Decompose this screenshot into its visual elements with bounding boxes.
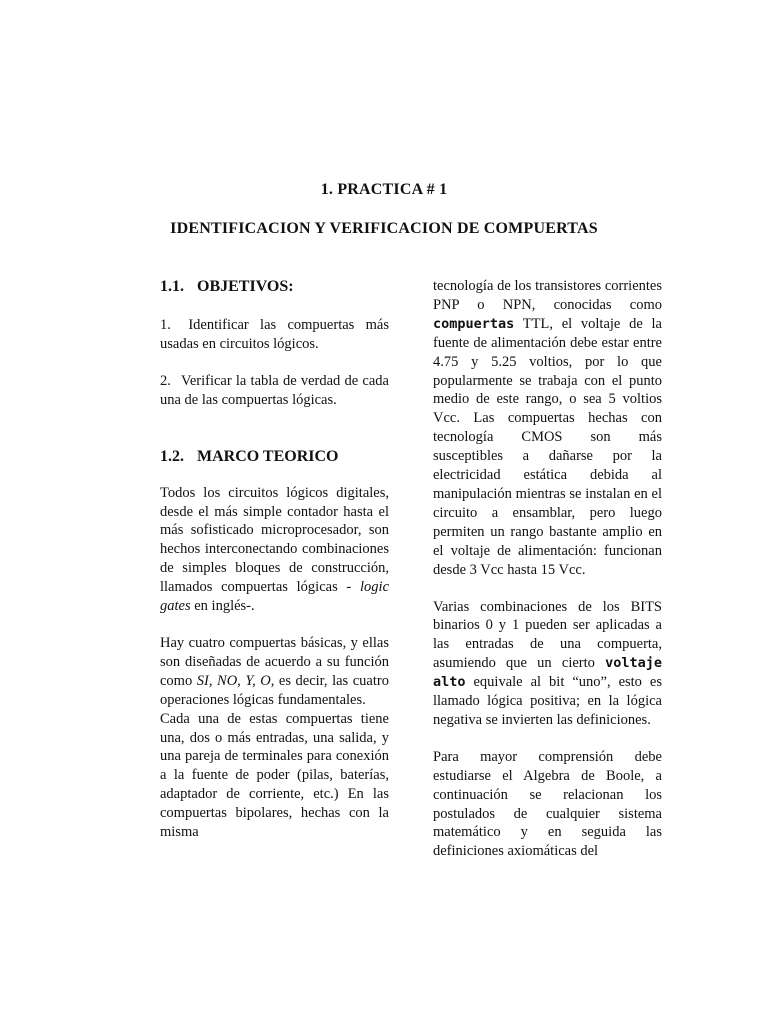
right-column [433, 277, 662, 861]
section-number: 1.1. [160, 278, 184, 295]
emphasis-text: SI, NO, Y, O, [196, 672, 275, 689]
left-column [160, 277, 389, 842]
paragraph-text: es decir, las cuatro operaciones lógicas fundamentales. [160, 672, 389, 708]
paragraph-text: Hay cuatro compuertas básicas, y ellas son diseñadas de acuerdo a su función como [160, 634, 389, 689]
paragraph-technology [433, 277, 662, 580]
objective-item-2 [160, 372, 389, 410]
paragraph-boole: Para mayor comprensión debe estudiarse el Algebra de Boole, a continuación se relacionan los postulados de cualquier sistema matemático y en seguida las definiciones axiomáticas del [433, 748, 662, 860]
paragraph-text: tecnología de los transistores corrientes PNP o NPN, conocidas como [433, 278, 662, 313]
objective-item-1 [160, 316, 389, 354]
practice-subtitle: IDENTIFICACION Y VERIFICACION DE COMPUERTAS [170, 220, 598, 237]
bold-term: compuertas [433, 315, 515, 332]
paragraph-text: equivale al bit “uno”, esto es llamado lógica positiva; en la lógica negativa se invierten las definiciones. [433, 674, 662, 728]
section-title: MARCO TEORICO [197, 447, 339, 465]
objective-text: Verificar la tabla de verdad de cada una de las compuertas lógicas. [160, 372, 389, 408]
practice-title: 1. PRACTICA # 1 [320, 181, 448, 198]
paragraph-intro [160, 484, 389, 616]
objective-number: 1. [160, 317, 171, 333]
emphasis-text: logic gates [160, 579, 390, 615]
section-title: OBJETIVOS: [197, 278, 294, 295]
paragraph-basic-gates [160, 634, 389, 710]
section-number: 1.2. [160, 447, 184, 465]
paragraph-gate-inputs: Cada una de estas compuertas tiene una, dos o más entradas, una salida, y una pareja de terminales para conexión a la fuente de poder (pilas, baterías, adaptador de corriente, etc.) En las compuertas bipolares, hechas con la misma [160, 710, 389, 841]
paragraph-text: Todos los circuitos lógicos digitales, desde el más simple contador hasta el más sofisticado microprocesador, son hechos interconectando combinaciones de simples bloques de construcción, llamados compuertas lógicas - [160, 484, 389, 596]
paragraph-text: TTL, el voltaje de la fuente de alimentación debe estar entre 4.75 y 5.25 voltios, por lo que popularmente se trabaja con el punto medio de este rango, o sea 5 voltios Vcc. Las compuertas hechas con tecnología CMOS son más susceptibles a dañarse por la electricidad estática debida al manipulación mientras se instalan en el circuito a ensamblar, pero luego permiten un rango bastante amplio en el voltaje de alimentación: funcionan desde 3 Vcc hasta 15 Vcc. [433, 315, 662, 578]
bold-term: voltaje alto [433, 655, 662, 691]
paragraph-text: Varias combinaciones de los BITS binarios 0 y 1 pueden ser aplicadas a las entradas de una compuerta, asumiendo que un cierto [433, 598, 662, 672]
paragraph-binary-combinations [433, 598, 662, 730]
section-heading-objetivos [160, 277, 389, 297]
section-heading-marco-teorico [160, 447, 389, 467]
objective-text: Identificar las compuertas más usadas en circuitos lógicos. [160, 317, 389, 352]
paragraph-text: en inglés-. [190, 598, 255, 615]
objective-number: 2. [160, 372, 171, 389]
